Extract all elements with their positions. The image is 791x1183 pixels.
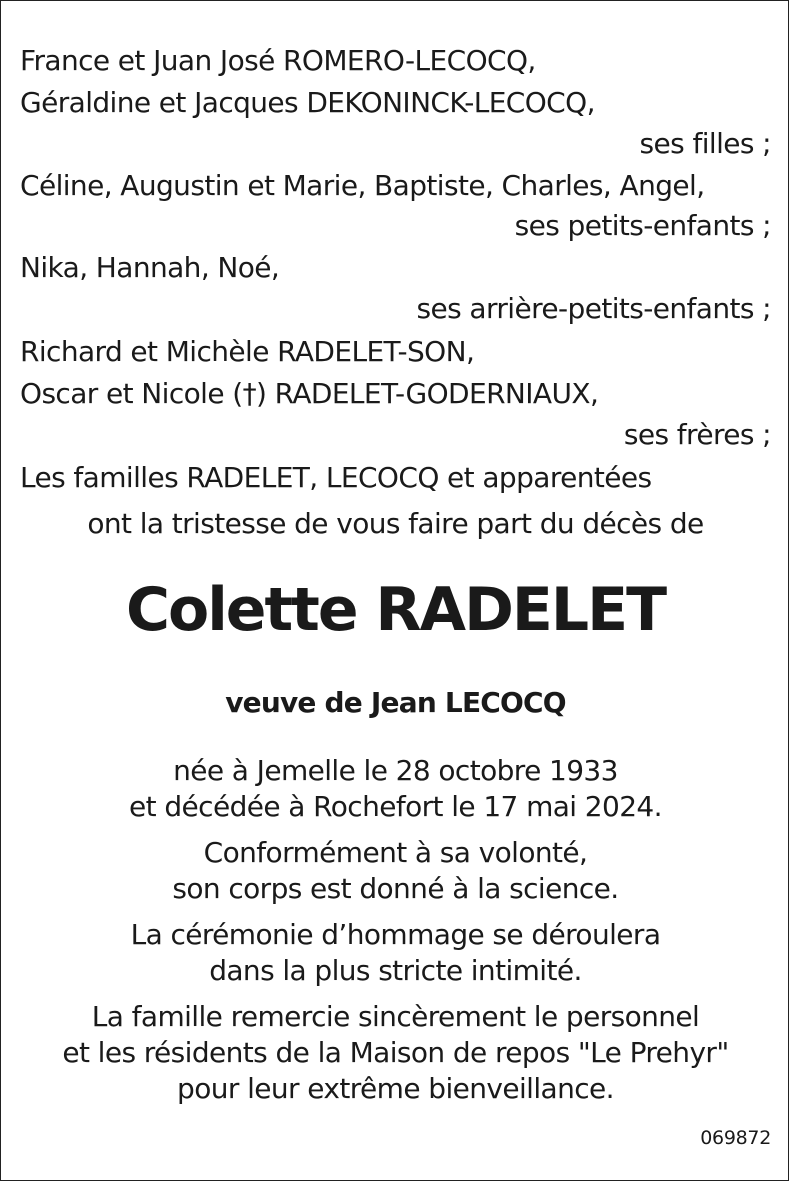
family-line-brother-2: Oscar et Nicole (†) RADELET-GODERNIAUX, [20, 377, 599, 410]
relation-brothers: ses frères ; [623, 418, 771, 451]
ceremony-line-1: La cérémonie d’hommage se déroulera [130, 918, 661, 951]
birth-line: née à Jemelle le 28 octobre 1933 [173, 754, 618, 787]
death-line: et décédée à Rochefort le 17 mai 2024. [129, 790, 662, 823]
family-line-grandchildren: Céline, Augustin et Marie, Baptiste, Charles, Angel, [20, 169, 705, 202]
relation-grandchildren: ses petits-enfants ; [514, 209, 771, 242]
deceased-name: Colette RADELET [125, 575, 666, 645]
widow-of-line: veuve de Jean LECOCQ [225, 686, 566, 719]
relation-daughters: ses filles ; [639, 127, 771, 160]
family-line-daughter-1: France et Juan José ROMERO-LECOCQ, [20, 44, 536, 77]
family-line-great-grandchildren: Nika, Hannah, Noé, [20, 251, 280, 284]
announcement-line: ont la tristesse de vous faire part du décès de [87, 507, 704, 540]
thanks-line-1: La famille remercie sincèrement le personnel [91, 1000, 700, 1033]
family-line-daughter-2: Géraldine et Jacques DEKONINCK-LECOCQ, [20, 86, 595, 119]
ceremony-line-2: dans la plus stricte intimité. [209, 954, 582, 987]
thanks-line-2: et les résidents de la Maison de repos "Le Prehyr" [62, 1036, 729, 1069]
will-line-1: Conformément à sa volonté, [203, 836, 588, 869]
thanks-line-3: pour leur extrême bienveillance. [177, 1072, 614, 1105]
family-line-brother-1: Richard et Michèle RADELET-SON, [20, 335, 475, 368]
relation-great-grandchildren: ses arrière-petits-enfants ; [416, 292, 771, 325]
family-line-families: Les familles RADELET, LECOCQ et apparentées [20, 461, 652, 494]
reference-number: 069872 [700, 1127, 771, 1149]
will-line-2: son corps est donné à la science. [172, 872, 619, 905]
